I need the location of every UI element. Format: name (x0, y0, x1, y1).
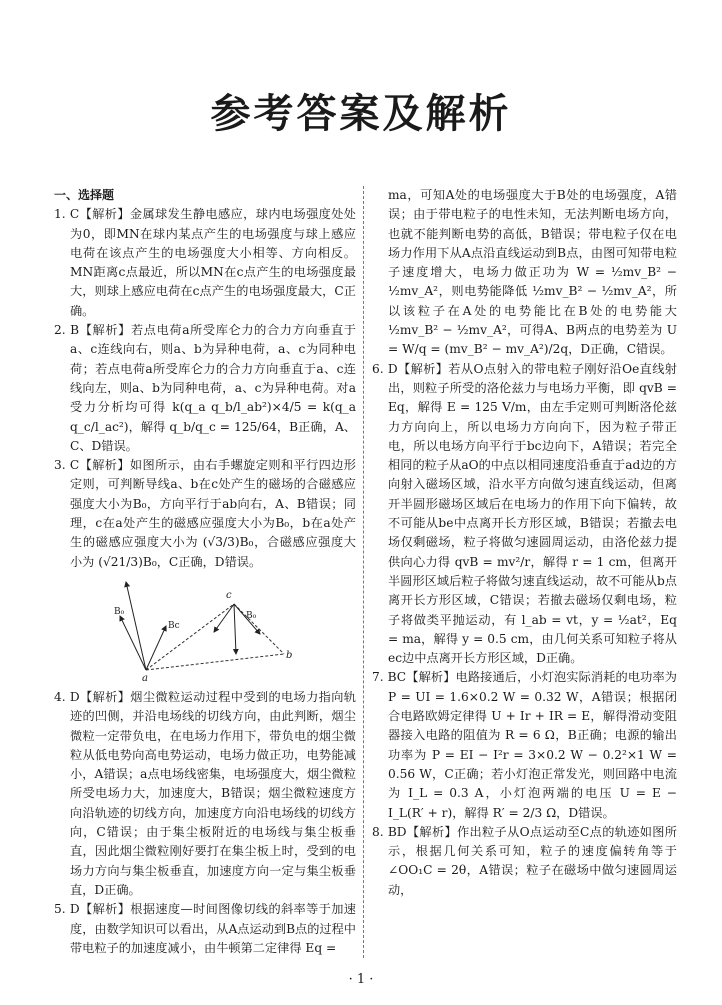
label-b: b (286, 649, 293, 661)
line-ac (146, 604, 234, 670)
answer-4: 4. D【解析】烟尘微粒运动过程中受到的电场力指向轨迹的凹侧，并沿电场线的切线方向，由此判断，烟尘微粒一定带负电，在电场力作用下，带负电的烟尘微粒从低电势向高电势运动，电场力做正功，电势能减小，A错误；a点电场线密集，电场强度大，烟尘微粒所受电场力大，加速度大，B错误；烟尘微粒速度方向沿轨迹的切线方向，加速度方向沿电场线的切线方向，C错误；由于集尘板附近的电场线与集尘板垂直，因此烟尘微粒刚好要打在集尘板上时，受到的电场力方向与集尘板垂直，加速度方向一定与集尘板垂直，D正确。 (54, 689, 356, 897)
vector-a-bc (146, 626, 166, 670)
answer-3: 3. C【解析】如图所示，由右手螺旋定则和平行四边形定则，可判断导线a、b在c处产生的磁场的合磁感应强度大小为B₀，方向平行于ab向右，A、B错误；同理，c在a处产生的磁感应强度大小为B₀，b在a处产生的磁感应强度大小为 (√3/3)B₀，合磁感应强度大小为 (√21/3)B₀，C正确，D错误。 (54, 458, 356, 569)
label-bc: Bc (168, 620, 180, 631)
answer-2: 2. B【解析】若点电荷a所受库仑力的合力方向垂直于a、c连线向右，则a、b为异种电荷，a、c为同种电荷；若点电荷a所受库仑力的合力方向垂直于a、c连线向左，则a、b为同种电荷，a、c为异种电荷。对a受力分析均可得 k(q_a q_b/l_ab²)×4/5 = k(q_a q_c/l_ac²)，解得 q_b/q_c = 125/64，B正确，A、C、D错误。 (54, 323, 356, 453)
column-divider (363, 186, 364, 958)
vector-a-b0 (120, 616, 146, 670)
label-a: a (142, 672, 148, 682)
vector-a-up (126, 582, 146, 670)
vector-c-down (234, 604, 236, 654)
page-number: · 1 · (348, 972, 374, 987)
line-cb (234, 604, 284, 654)
answer-5-continued: ma，可知A处的电场强度大于B处的电场强度，A错误；由于带电粒子的电性未知，无法判断电场方向，也就不能判断电势的高低，B错误；带电粒子仅在电场力作用下从A点沿直线运动到B点，由图可知带电粒子速度增大，电场力做正功为 W = ½mv_B² − ½mv_A²，则电势能降低 ½mv_B² − ½mv_A²，所以该粒子在A处的电势能比在B处的电势能大 ½mv_B² − ½mv_A²，可得A、B两点的电势差为 U = W/q = (mv_B² − mv_A²)/2q，D正确，C错误。 (388, 188, 677, 357)
label-b0c: B₀ (246, 610, 257, 621)
answer-5: 5. D【解析】根据速度—时间图像切线的斜率等于加速度，由数学知识可以看出，从A点运动到B点的过程中带电粒子的加速度减小，由牛顿第二定律得 Eq = (54, 902, 356, 955)
line-ab (146, 654, 284, 670)
answer-7: 7. BC【解析】电路接通后，小灯泡实际消耗的电功率为 P = UI = 1.6×0.2 W = 0.32 W，A错误；根据闭合电路欧姆定律得 U + Ir + IR = E，解得滑动变阻器接入电路的阻值为 R = 6 Ω，B正确；电源的输出功率为 P = EI − I²r = 3×0.2 W − 0.2²×1 W = 0.56 W，C正确；若小灯泡正常发光，则回路中电流为 I_L = 0.3 A，小灯泡两端的电压 U = E − I_L(R′ + r)，解得 R′ = 2/3 Ω，D错误。 (372, 670, 677, 820)
label-c: c (226, 589, 232, 601)
vector-c-left (214, 604, 234, 632)
page-title: 参考答案及解析 (210, 91, 512, 137)
answer-6: 6. D【解析】若从O点射入的带电粒子刚好沿Oe直线射出，则粒子所受的洛伦兹力与电场力平衡，即 qvB = Eq，解得 E = 125 V/m，由左手定则可判断洛伦兹力方向向上，所以电场力方向向下，因为粒子带正电，所以电场方向平行于bc边向下，A错误；若完全相同的粒子从aO的中点以相同速度沿垂直于ad边的方向射入磁场区域，沿水平方向做匀速直线运动，但离开半圆形磁场区域后在电场力的作用下向下偏转，故不可能从be中点离开长方形区域，B错误；若撤去电场仅剩磁场，粒子将做匀速圆周运动，由洛伦兹力提供向心力得 qvB = mv²/r，解得 r = 1 cm，但离开半圆形区域后粒子将做匀速直线运动，故不可能从b点离开长方形区域，C错误；若撤去磁场仅剩电场，粒子将做类平抛运动，有 l_ab = vt，y = ½at²，Eq = ma，解得 y = 0.5 cm，由几何关系可知粒子将从ec边中点离开长方形区域，D正确。 (372, 361, 677, 666)
answer-8: 8. BD【解析】作出粒子从O点运动至C点的轨迹如图所示，根据几何关系可知，粒子的速度偏转角等于∠OO₁C = 2θ，A错误；粒子在磁场中做匀速圆周运动， (372, 824, 677, 897)
right-column (372, 186, 677, 900)
left-column (54, 186, 356, 958)
answer-1: 1. C【解析】金属球发生静电感应，球内电场强度处处为0，即MN在球内某点产生的电场强度与球上感应电荷在该点产生的电场强度大小相等、方向相反。MN距离c点最近，所以MN在c点产生的电场强度最大，则球上感应电荷在c点产生的电场强度最大，C正确。 (54, 207, 356, 318)
label-b0: B₀ (114, 606, 125, 617)
magnetic-field-figure (54, 574, 356, 682)
section-heading: 一、选择题 (54, 188, 115, 202)
